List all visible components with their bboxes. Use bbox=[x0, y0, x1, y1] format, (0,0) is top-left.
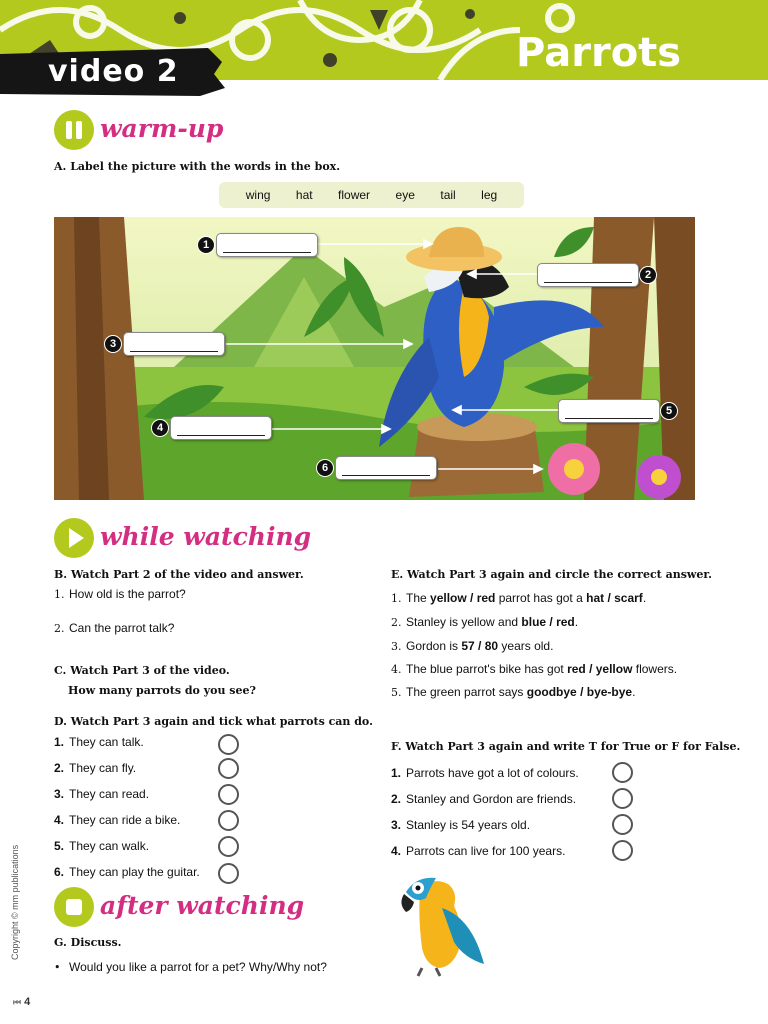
label-blank-3[interactable] bbox=[123, 332, 225, 356]
exercise-f-instruction: F. Watch Part 3 again and write T for True or F for False. bbox=[391, 740, 741, 753]
exercise-d-item: 2. They can fly. bbox=[54, 761, 137, 775]
word-tail: tail bbox=[440, 188, 456, 202]
exercise-c-instruction: C. Watch Part 3 of the video. bbox=[54, 664, 230, 677]
discussion-question: • Would you like a parrot for a pet? Why/Why not? bbox=[54, 960, 327, 974]
exercise-d-instruction: D. Watch Part 3 again and tick what parrots can do. bbox=[54, 715, 373, 728]
word-box bbox=[219, 182, 524, 208]
exercise-d-item: 1. They can talk. bbox=[54, 735, 144, 749]
exercise-d-item: 4. They can ride a bike. bbox=[54, 813, 181, 827]
tick-circle-6[interactable] bbox=[218, 863, 239, 884]
exercise-f-item: 3. Stanley is 54 years old. bbox=[391, 818, 531, 832]
exercise-c-question: How many parrots do you see? bbox=[68, 684, 256, 697]
label-number-5: 5 bbox=[660, 402, 678, 420]
tick-circle-5[interactable] bbox=[218, 836, 239, 857]
word-flower: flower bbox=[338, 188, 371, 202]
rewind-icon: ⏮ bbox=[13, 997, 22, 1007]
pause-icon bbox=[54, 110, 94, 150]
exercise-f-item: 4. Parrots can live for 100 years. bbox=[391, 844, 566, 858]
tick-circle-2[interactable] bbox=[218, 758, 239, 779]
tf-circle-2[interactable] bbox=[612, 788, 633, 809]
copyright-note: Copyright © mm publications bbox=[10, 844, 20, 960]
exercise-e-item: 4. The blue parrot's bike has got red / yellow flowers. bbox=[391, 662, 678, 676]
tick-circle-1[interactable] bbox=[218, 734, 239, 755]
word-hat: hat bbox=[295, 188, 313, 202]
exercise-g-instruction: G. Discuss. bbox=[54, 936, 122, 949]
tf-circle-3[interactable] bbox=[612, 814, 633, 835]
label-blank-2[interactable] bbox=[537, 263, 639, 287]
page-number: ⏮ 4 bbox=[13, 996, 31, 1008]
label-number-6: 6 bbox=[316, 459, 334, 477]
word-leg: leg bbox=[481, 188, 498, 202]
word-eye: eye bbox=[395, 188, 415, 202]
label-number-1: 1 bbox=[197, 236, 215, 254]
exercise-e-item: 2. Stanley is yellow and blue / red. bbox=[391, 615, 579, 629]
exercise-d-item: 3. They can read. bbox=[54, 787, 150, 801]
exercise-e-item: 5. The green parrot says goodbye / bye-bye. bbox=[391, 685, 636, 699]
while-watching-heading: while watching bbox=[100, 522, 312, 551]
exercise-e-item: 3. Gordon is 57 / 80 years old. bbox=[391, 639, 554, 653]
exercise-b-item: 2. Can the parrot talk? bbox=[54, 621, 175, 635]
exercise-f-item: 2. Stanley and Gordon are friends. bbox=[391, 792, 577, 806]
label-blank-1[interactable] bbox=[216, 233, 318, 257]
parrot-scene-picture bbox=[54, 217, 695, 500]
warm-up-heading: warm-up bbox=[100, 114, 224, 143]
exercise-e-item: 1. The yellow / red parrot has got a hat / scarf. bbox=[391, 591, 647, 605]
stop-icon bbox=[54, 887, 94, 927]
exercise-b-instruction: B. Watch Part 2 of the video and answer. bbox=[54, 568, 304, 581]
exercise-d-item: 6. They can play the guitar. bbox=[54, 865, 200, 879]
tick-circle-3[interactable] bbox=[218, 784, 239, 805]
label-blank-6[interactable] bbox=[335, 456, 437, 480]
choice-options[interactable]: 57 / 80 bbox=[461, 639, 499, 653]
label-number-4: 4 bbox=[151, 419, 169, 437]
page-title: Parrots bbox=[516, 30, 682, 76]
tick-circle-4[interactable] bbox=[218, 810, 239, 831]
exercise-d-item: 5. They can walk. bbox=[54, 839, 150, 853]
label-number-2: 2 bbox=[639, 266, 657, 284]
play-icon bbox=[54, 518, 94, 558]
page-header bbox=[0, 0, 768, 100]
exercise-e-instruction: E. Watch Part 3 again and circle the correct answer. bbox=[391, 568, 712, 581]
choice-options[interactable]: hat / scarf bbox=[586, 591, 643, 605]
word-wing: wing bbox=[245, 188, 271, 202]
tf-circle-4[interactable] bbox=[612, 840, 633, 861]
exercise-b-item: 1. How old is the parrot? bbox=[54, 587, 186, 601]
label-number-3: 3 bbox=[104, 335, 122, 353]
label-blank-4[interactable] bbox=[170, 416, 272, 440]
choice-options[interactable]: red / yellow bbox=[567, 662, 633, 676]
label-blank-5[interactable] bbox=[558, 399, 660, 423]
choice-options[interactable]: yellow / red bbox=[430, 591, 496, 605]
choice-options[interactable]: blue / red bbox=[521, 615, 575, 629]
choice-options[interactable]: goodbye / bye-bye bbox=[526, 685, 633, 699]
exercise-a-instruction: A. Label the picture with the words in the box. bbox=[54, 160, 341, 173]
macaw-photo bbox=[392, 872, 492, 980]
video-label: video 2 bbox=[48, 54, 179, 89]
after-watching-heading: after watching bbox=[100, 891, 305, 920]
tf-circle-1[interactable] bbox=[612, 762, 633, 783]
exercise-f-item: 1. Parrots have got a lot of colours. bbox=[391, 766, 579, 780]
